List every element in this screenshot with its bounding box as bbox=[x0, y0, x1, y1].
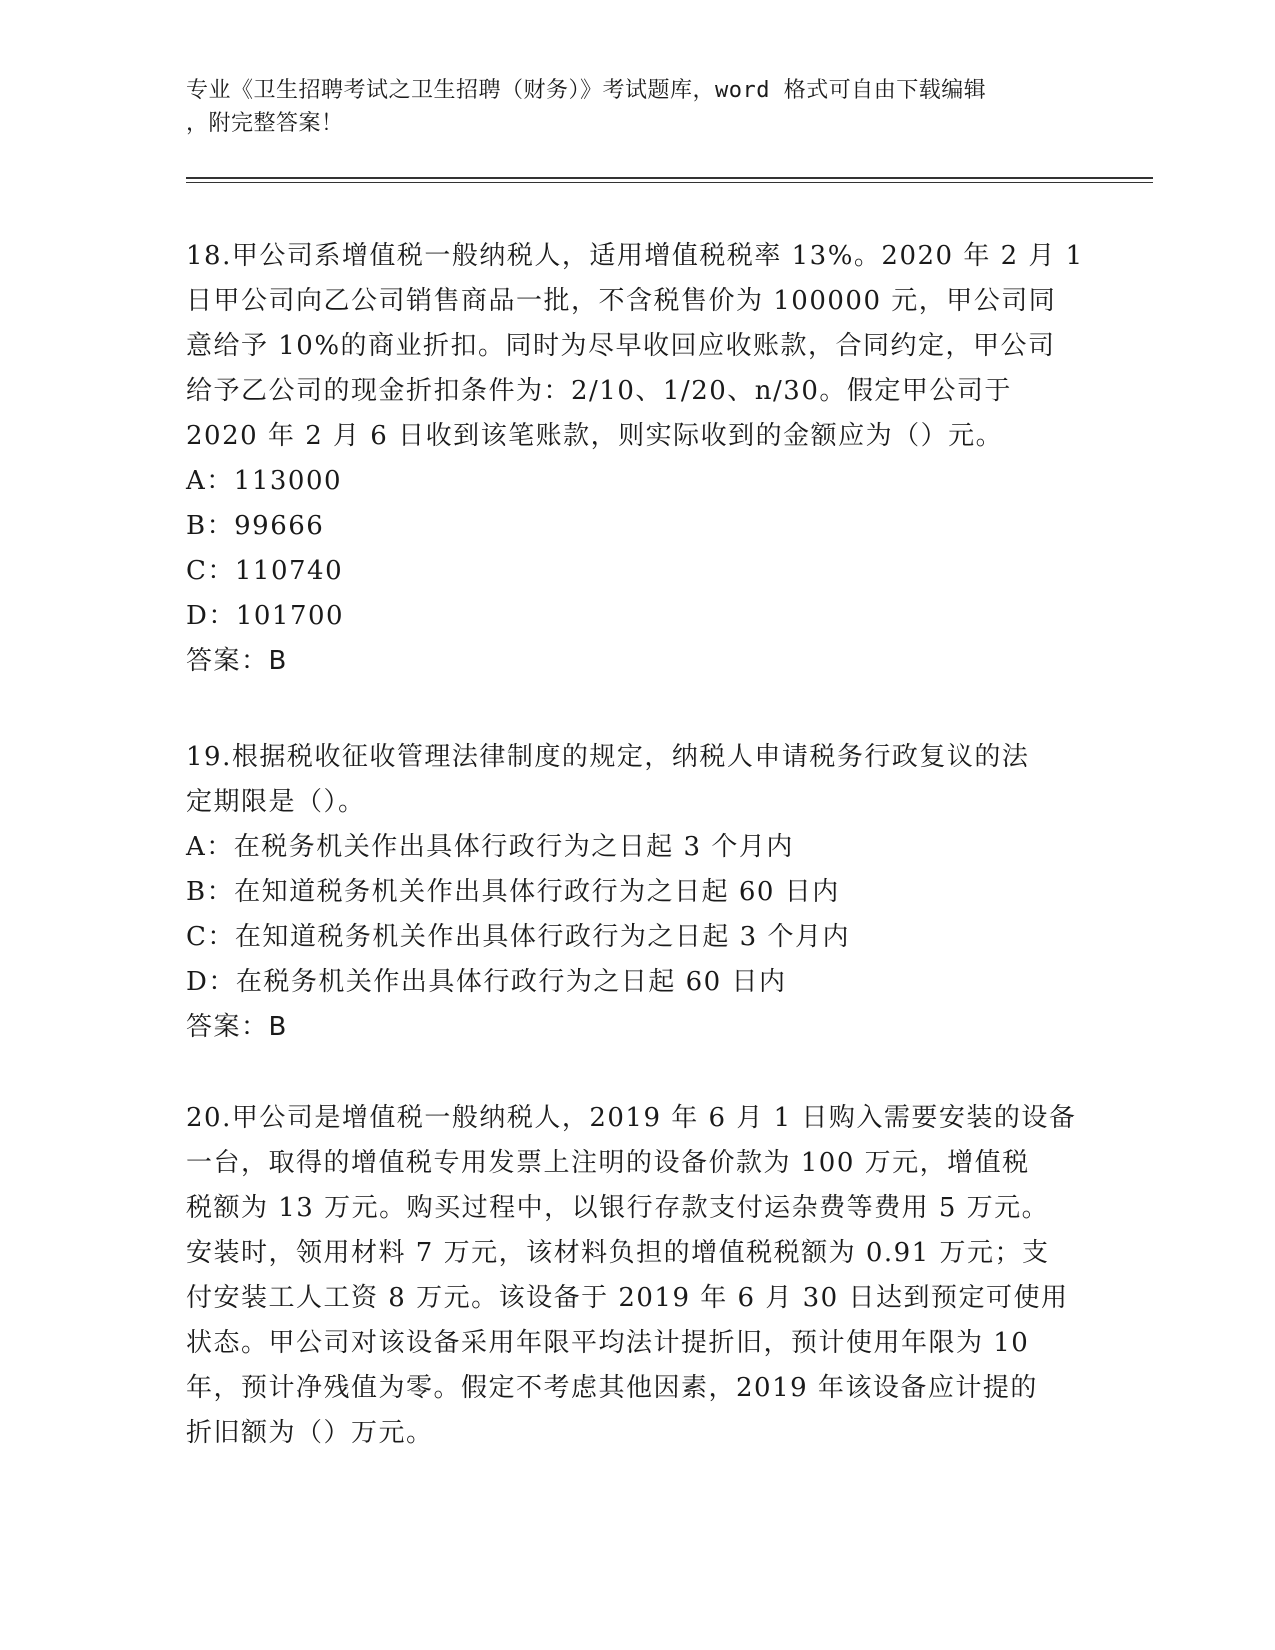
question-19 bbox=[186, 735, 1086, 1050]
question-18 bbox=[186, 234, 1086, 684]
question-text-line: 折旧额为（）万元。 bbox=[186, 1418, 434, 1448]
question-text-line: 意给予 10%的商业折扣。同时为尽早收回应收账款，合同约定，甲公司 bbox=[186, 331, 1056, 361]
document-header bbox=[186, 74, 1066, 140]
divider-line bbox=[186, 182, 1153, 183]
option-b: B：99666 bbox=[186, 511, 325, 541]
header-line: 专业《卫生招聘考试之卫生招聘（财务）》考试题库，word 格式可自由下载编辑 bbox=[186, 78, 987, 103]
question-text-line: 给予乙公司的现金折扣条件为：2/10、1/20、n/30。假定甲公司于 bbox=[186, 376, 1012, 406]
option-a: A：在税务机关作出具体行政行为之日起 3 个月内 bbox=[186, 832, 794, 862]
question-text-line: 状态。甲公司对该设备采用年限平均法计提折旧，预计使用年限为 10 bbox=[186, 1328, 1030, 1358]
question-text-line: 18.甲公司系增值税一般纳税人，适用增值税税率 13%。2020 年 2 月 1 bbox=[186, 241, 1084, 271]
question-text-line: 税额为 13 万元。购买过程中，以银行存款支付运杂费等费用 5 万元。 bbox=[186, 1193, 1050, 1223]
header-divider bbox=[186, 177, 1153, 183]
answer-line: 答案：B bbox=[186, 1012, 288, 1042]
question-text-line: 一台，取得的增值税专用发票上注明的设备价款为 100 万元，增值税 bbox=[186, 1148, 1030, 1178]
option-c: C：在知道税务机关作出具体行政行为之日起 3 个月内 bbox=[186, 922, 850, 952]
option-d: D：101700 bbox=[186, 601, 345, 631]
question-text-line: 19.根据税收征收管理法律制度的规定，纳税人申请税务行政复议的法 bbox=[186, 742, 1030, 772]
question-text-line: 2020 年 2 月 6 日收到该笔账款，则实际收到的金额应为（）元。 bbox=[186, 421, 1004, 451]
question-text-line: 年，预计净残值为零。假定不考虑其他因素，2019 年该设备应计提的 bbox=[186, 1373, 1038, 1403]
option-c: C：110740 bbox=[186, 556, 344, 586]
option-b: B：在知道税务机关作出具体行政行为之日起 60 日内 bbox=[186, 877, 840, 907]
question-text-line: 安装时，领用材料 7 万元，该材料负担的增值税税额为 0.91 万元；支 bbox=[186, 1238, 1050, 1268]
question-text-line: 日甲公司向乙公司销售商品一批，不含税售价为 100000 元，甲公司同 bbox=[186, 286, 1057, 316]
answer-line: 答案：B bbox=[186, 646, 288, 676]
divider-line bbox=[186, 177, 1153, 179]
question-20 bbox=[186, 1096, 1086, 1456]
option-a: A：113000 bbox=[186, 466, 343, 496]
option-d: D：在税务机关作出具体行政行为之日起 60 日内 bbox=[186, 967, 787, 997]
header-line: ，附完整答案！ bbox=[186, 111, 344, 136]
question-text-line: 定期限是（）。 bbox=[186, 787, 366, 817]
question-text-line: 20.甲公司是增值税一般纳税人，2019 年 6 月 1 日购入需要安装的设备 bbox=[186, 1103, 1077, 1133]
question-text-line: 付安装工人工资 8 万元。该设备于 2019 年 6 月 30 日达到预定可使用 bbox=[186, 1283, 1069, 1313]
